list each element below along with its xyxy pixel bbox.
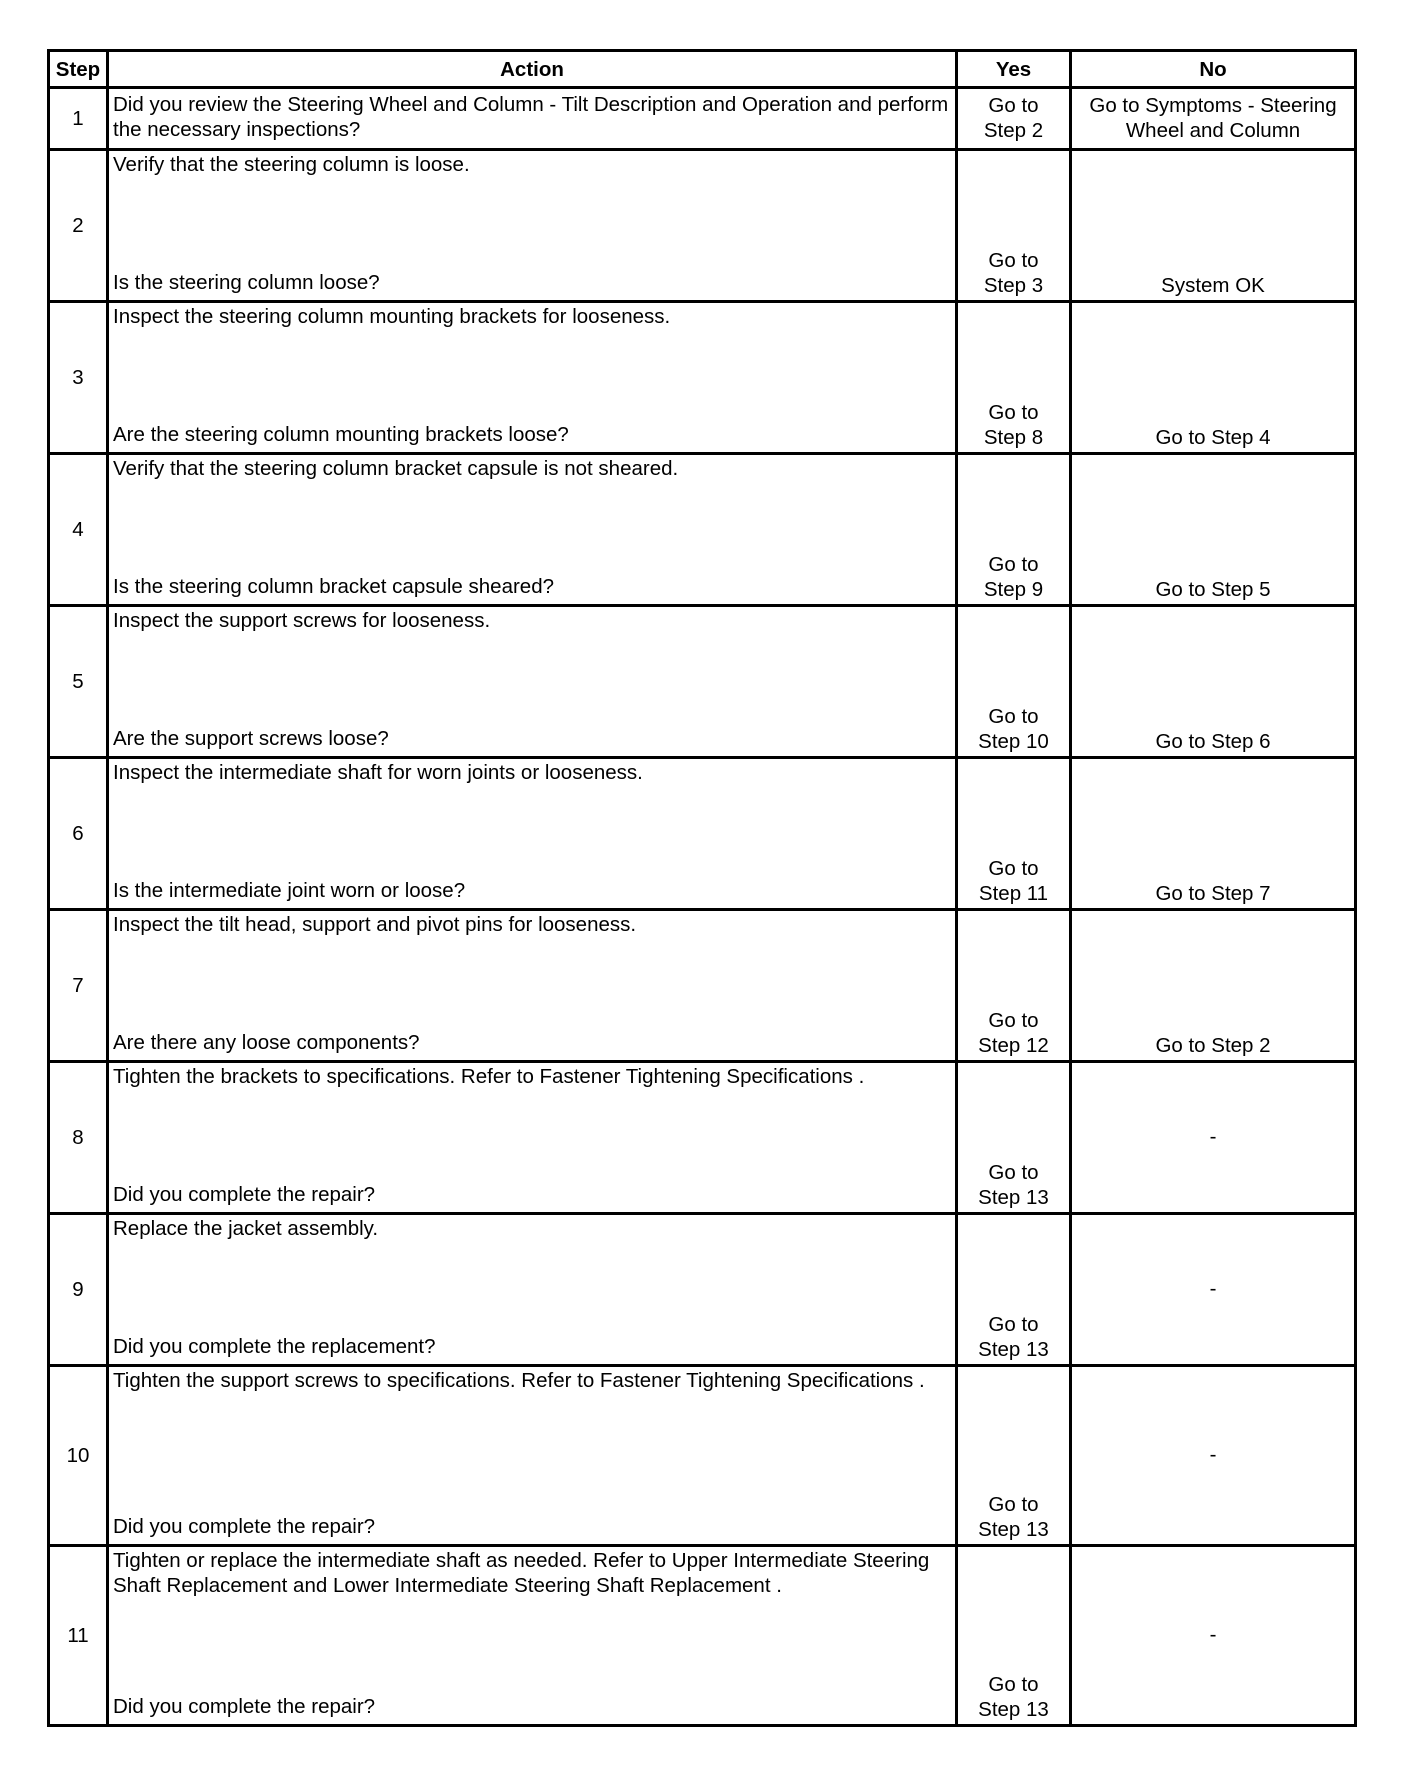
no-text: Go to Step 7: [1155, 882, 1271, 905]
step-number: 9: [49, 1214, 108, 1366]
yes-text: Go to Step 13: [978, 1161, 1049, 1209]
action-cell: [108, 758, 957, 910]
action-text: Verify that the steering column bracket capsule is not sheared.: [113, 457, 679, 480]
no-result: [1071, 1214, 1356, 1366]
no-text: -: [1209, 1277, 1217, 1300]
step-number: 2: [49, 150, 108, 302]
no-result: [1071, 910, 1356, 1062]
yes-result: [957, 1546, 1071, 1726]
no-result: [1071, 454, 1356, 606]
no-result: [1071, 150, 1356, 302]
action-question: Is the steering column bracket capsule sheared?: [113, 575, 555, 598]
action-cell: [108, 1214, 957, 1366]
yes-text: Go to Step 2: [983, 93, 1044, 142]
header-step: Step: [49, 51, 108, 88]
yes-result: [957, 1214, 1071, 1366]
table-row: [49, 1366, 1356, 1546]
action-text: Inspect the tilt head, support and pivot pins for looseness.: [113, 913, 637, 936]
action-cell: [108, 606, 957, 758]
action-question: Did you complete the repair?: [113, 1183, 376, 1206]
yes-text: Go to Step 8: [983, 401, 1044, 449]
action-cell: [108, 1062, 957, 1214]
no-result: [1071, 1366, 1356, 1546]
step-number: 3: [49, 302, 108, 454]
yes-text: Go to Step 11: [978, 857, 1049, 905]
no-result: [1071, 88, 1356, 150]
action-text: Verify that the steering column is loose.: [113, 153, 470, 176]
no-text: -: [1209, 1125, 1217, 1148]
action-question: Did you complete the repair?: [113, 1695, 376, 1718]
diagnostic-table: [47, 49, 1357, 1727]
action-question: Is the intermediate joint worn or loose?: [113, 879, 466, 902]
yes-result: [957, 150, 1071, 302]
yes-result: [957, 758, 1071, 910]
action-text: Did you review the Steering Wheel and Column - Tilt Description and Operation and perform the necessary inspections?: [113, 92, 949, 141]
yes-result: [957, 302, 1071, 454]
table-row: [49, 1546, 1356, 1726]
action-cell: [108, 454, 957, 606]
action-cell: [108, 150, 957, 302]
no-text: System OK: [1161, 274, 1265, 297]
action-question: Did you complete the replacement?: [113, 1335, 436, 1358]
header-yes: Yes: [957, 51, 1071, 88]
table-row: [49, 150, 1356, 302]
yes-text: Go to Step 13: [978, 1673, 1049, 1721]
table-row: [49, 88, 1356, 150]
action-cell: [108, 1546, 957, 1726]
action-text: Inspect the steering column mounting brackets for looseness.: [113, 305, 671, 328]
no-result: [1071, 1062, 1356, 1214]
action-cell: [108, 910, 957, 1062]
header-no: No: [1071, 51, 1356, 88]
no-result: [1071, 1546, 1356, 1726]
action-cell: [108, 88, 957, 150]
no-text: Go to Step 5: [1155, 578, 1271, 601]
action-text: Tighten or replace the intermediate shaft as needed. Refer to Upper Intermediate Steering Shaft Replacement and Lower Intermediate Steering Shaft Replacement .: [113, 1549, 930, 1597]
step-number: 8: [49, 1062, 108, 1214]
yes-text: Go to Step 12: [978, 1009, 1049, 1057]
action-question: Are the support screws loose?: [113, 727, 389, 750]
no-text: Go to Symptoms - Steering Wheel and Column: [1089, 93, 1337, 142]
action-text: Inspect the support screws for looseness.: [113, 609, 491, 632]
table-row: [49, 606, 1356, 758]
table-row: [49, 1062, 1356, 1214]
table-row: [49, 1214, 1356, 1366]
yes-result: [957, 454, 1071, 606]
action-question: Is the steering column loose?: [113, 271, 380, 294]
table-row: [49, 758, 1356, 910]
step-number: 10: [49, 1366, 108, 1546]
yes-result: [957, 88, 1071, 150]
diagnostic-table-container: [47, 49, 1354, 1727]
table-header-row: [49, 51, 1356, 88]
action-text: Inspect the intermediate shaft for worn joints or looseness.: [113, 761, 643, 784]
yes-result: [957, 910, 1071, 1062]
action-question: Did you complete the repair?: [113, 1515, 376, 1538]
step-number: 11: [49, 1546, 108, 1726]
no-text: -: [1209, 1623, 1217, 1646]
table-body: [49, 88, 1356, 1726]
header-action: Action: [108, 51, 957, 88]
yes-text: Go to Step 13: [978, 1313, 1049, 1361]
step-number: 4: [49, 454, 108, 606]
yes-result: [957, 606, 1071, 758]
yes-result: [957, 1366, 1071, 1546]
no-text: Go to Step 4: [1155, 426, 1271, 449]
table-row: [49, 910, 1356, 1062]
table-row: [49, 454, 1356, 606]
table-row: [49, 302, 1356, 454]
action-text: Tighten the brackets to specifications. Refer to Fastener Tightening Specifications .: [113, 1065, 865, 1088]
action-question: Are the steering column mounting brackets loose?: [113, 423, 569, 446]
yes-text: Go to Step 9: [983, 553, 1044, 601]
yes-text: Go to Step 13: [978, 1493, 1049, 1541]
step-number: 5: [49, 606, 108, 758]
action-cell: [108, 1366, 957, 1546]
no-result: [1071, 302, 1356, 454]
action-text: Tighten the support screws to specifications. Refer to Fastener Tightening Specifications .: [113, 1369, 925, 1392]
no-result: [1071, 606, 1356, 758]
no-text: Go to Step 6: [1155, 730, 1271, 753]
action-text: Replace the jacket assembly.: [113, 1217, 379, 1240]
yes-text: Go to Step 3: [983, 249, 1044, 297]
action-question: Are there any loose components?: [113, 1031, 420, 1054]
step-number: 7: [49, 910, 108, 1062]
no-result: [1071, 758, 1356, 910]
no-text: Go to Step 2: [1155, 1034, 1271, 1057]
no-text: -: [1209, 1443, 1217, 1466]
step-number: 1: [49, 88, 108, 150]
yes-result: [957, 1062, 1071, 1214]
yes-text: Go to Step 10: [978, 705, 1049, 753]
action-cell: [108, 302, 957, 454]
step-number: 6: [49, 758, 108, 910]
